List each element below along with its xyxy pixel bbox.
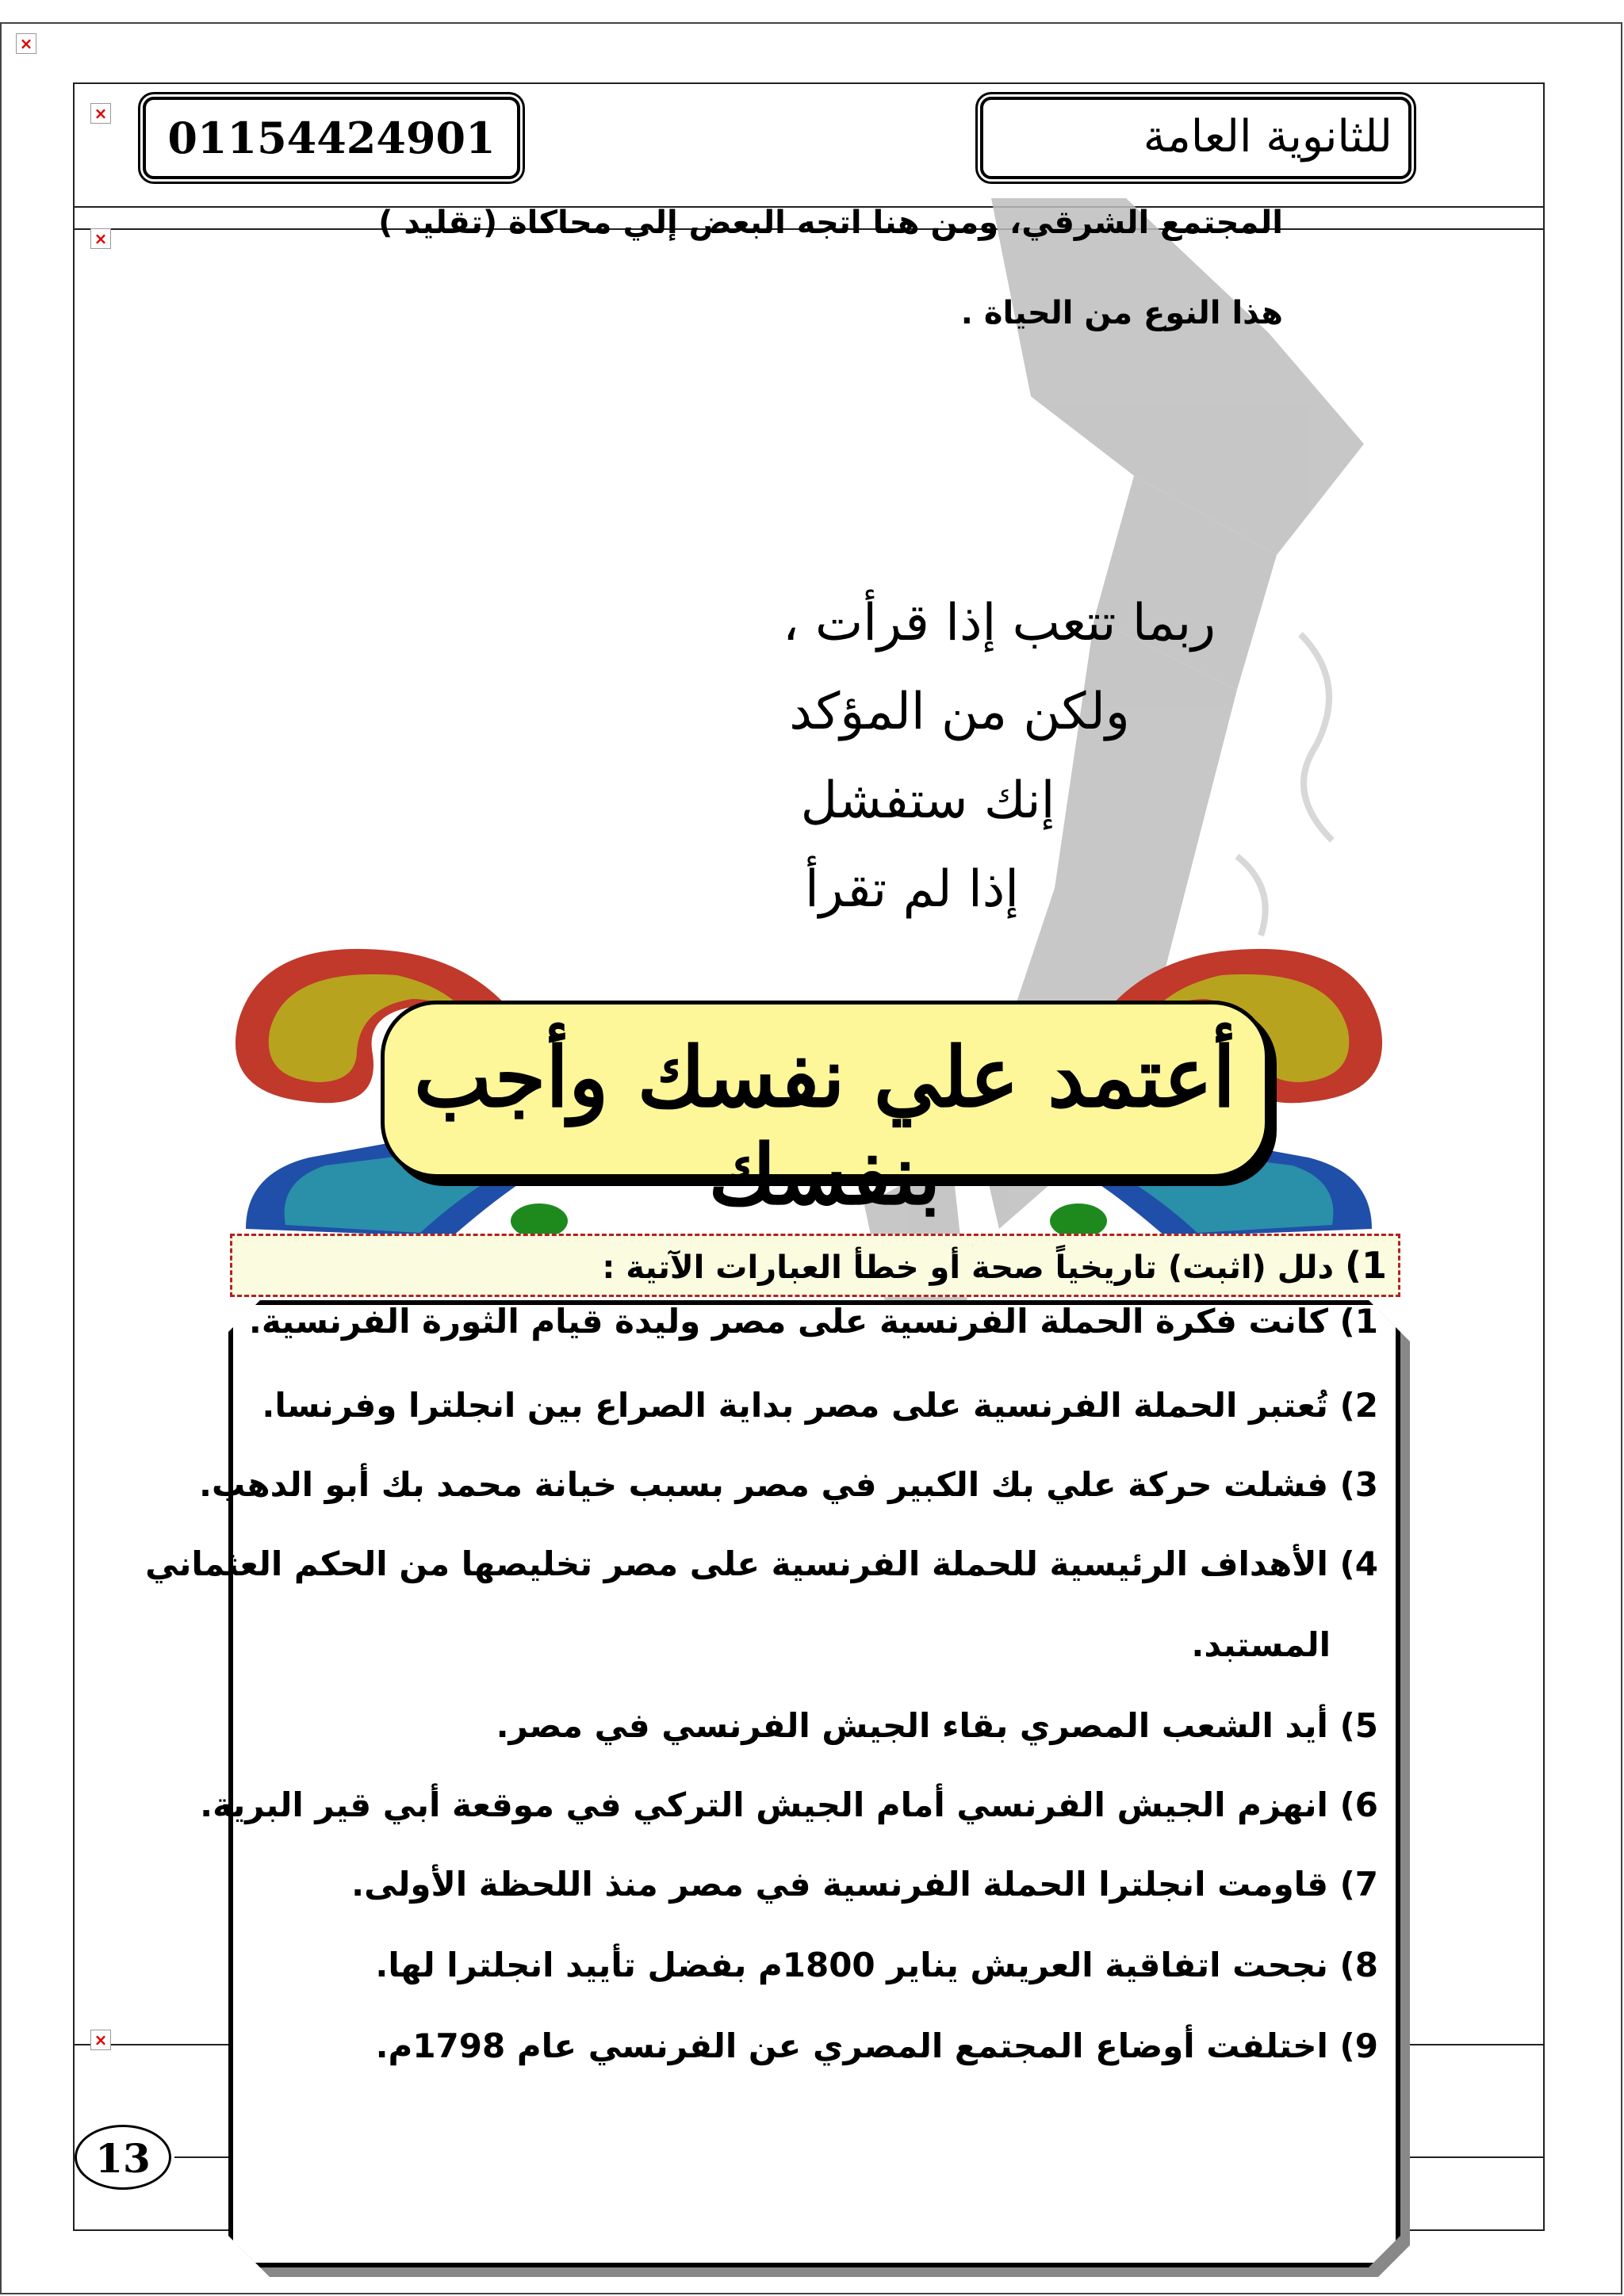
banner-box: [381, 1001, 1269, 1223]
question-number: 1): [1344, 1244, 1387, 1287]
intro-line-1: المجتمع الشرقي، ومن هنا اتجه البعض إلي محاكاة (تقليد ): [378, 205, 1283, 241]
question-box: [228, 1300, 1400, 2267]
phone-box: [143, 97, 520, 179]
broken-image-icon: ×: [90, 103, 111, 124]
poem-line-3: إنك ستفشل: [800, 771, 1055, 830]
poem-line-4: إذا لم تقرأ: [804, 860, 1020, 919]
question-item-1: 1) كانت فكرة الحملة الفرنسية على مصر وليدة قيام الثورة الفرنسية.: [248, 1302, 1378, 1341]
question-title: دلل (اثبت) تاريخياً صحة أو خطأ العبارات الآتية :: [602, 1249, 1335, 1286]
question-item-8: 8) نجحت اتفاقية العريش يناير 1800م بفضل تأييد انجلترا لها.: [375, 1946, 1378, 1984]
page-number-badge: [75, 2125, 171, 2190]
question-item-6: 6) انهزم الجيش الفرنسي أمام الجيش التركي في موقعة أبي قير البرية.: [200, 1785, 1378, 1824]
poem-line-2: ولكن من المؤكد: [789, 683, 1130, 741]
banner-text: أعتمد علي نفسك وأجب بنفسك: [413, 1028, 1236, 1223]
page-number: 13: [95, 2135, 151, 2182]
poem-line-1: ربما تتعب إذا قرأت ،: [782, 594, 1216, 652]
broken-image-icon: ×: [90, 228, 111, 249]
question-title-box: [230, 1234, 1400, 1297]
phone-number: 01154424901: [167, 113, 496, 163]
level-label: للثانوية العامة: [1143, 111, 1392, 163]
question-item-2: 2) تُعتبر الحملة الفرنسية على مصر بداية الصراع بين انجلترا وفرنسا.: [262, 1386, 1378, 1425]
question-item-4-cont: المستبد.: [1191, 1625, 1331, 1664]
question-item-5: 5) أيد الشعب المصري بقاء الجيش الفرنسي في مصر.: [496, 1706, 1378, 1745]
broken-image-icon: ×: [90, 2030, 111, 2050]
question-item-3: 3) فشلت حركة علي بك الكبير في مصر بسبب خيانة محمد بك أبو الدهب.: [199, 1465, 1378, 1504]
broken-image-icon: ×: [16, 33, 36, 54]
question-item-7: 7) قاومت انجلترا الحملة الفرنسية في مصر منذ اللحظة الأولى.: [351, 1865, 1378, 1904]
level-box: [980, 97, 1411, 179]
question-item-9: 9) اختلفت أوضاع المجتمع المصري عن الفرنسي عام 1798م.: [375, 2026, 1378, 2065]
question-item-4: 4) الأهداف الرئيسية للحملة الفرنسية على مصر تخليصها من الحكم العثماني: [145, 1544, 1378, 1583]
intro-line-2: هذا النوع من الحياة .: [960, 295, 1283, 331]
